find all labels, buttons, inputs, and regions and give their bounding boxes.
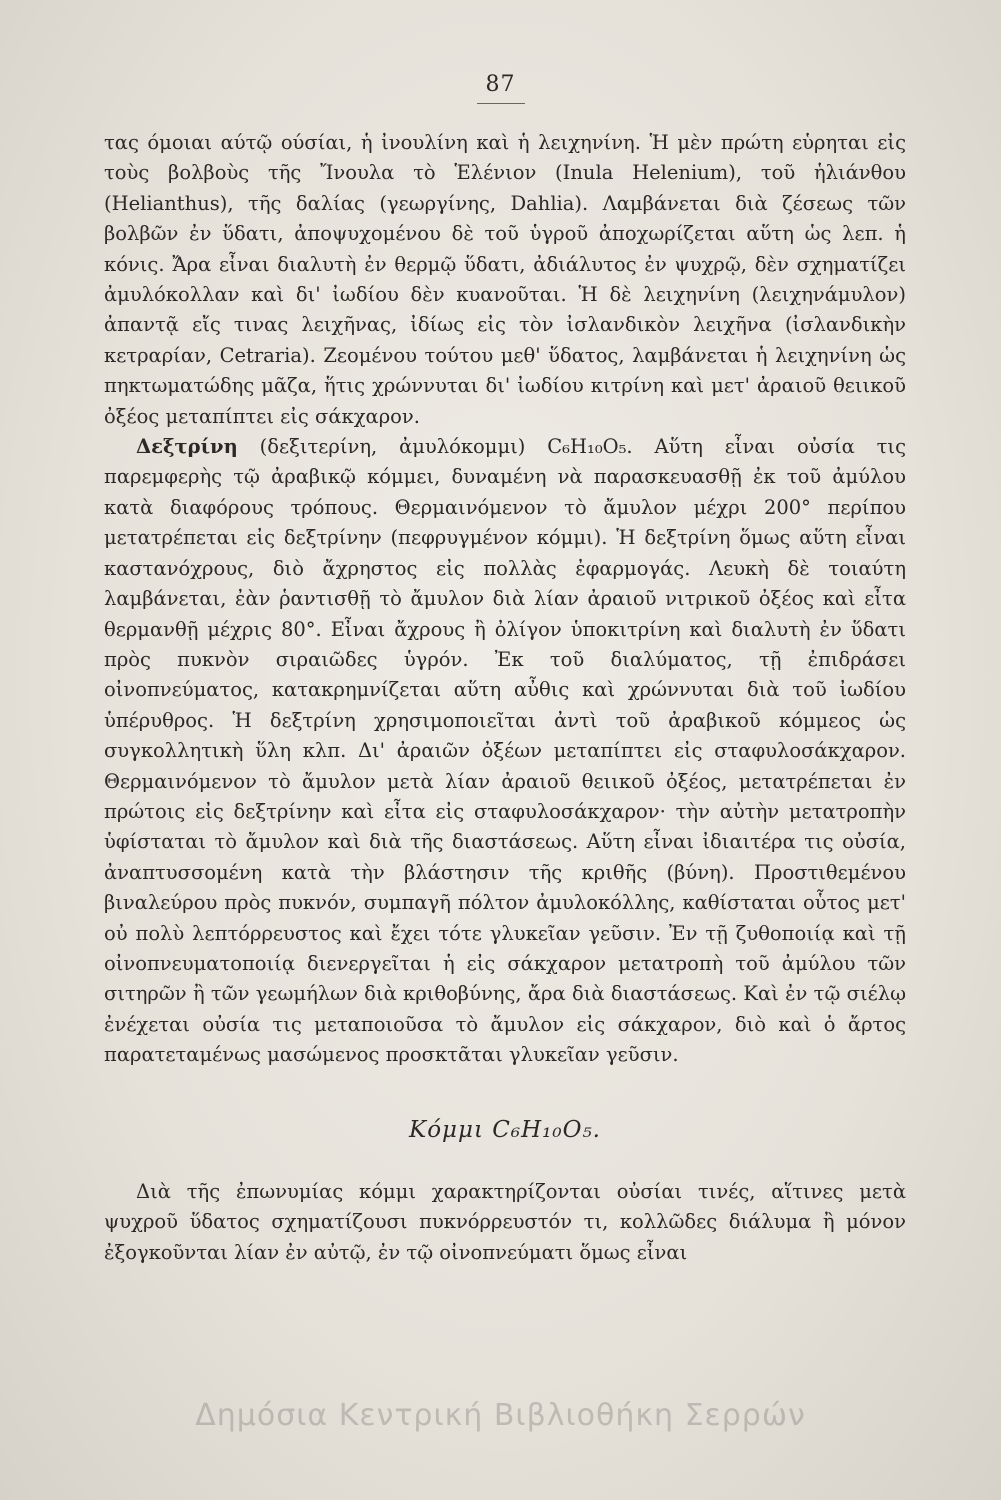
- term-dextrin: Δεξτρίνη: [136, 435, 238, 459]
- page-number: 87: [0, 72, 1001, 104]
- body-text: [104, 128, 906, 1268]
- paragraph-dextrin-text: (δεξιτερίνη, ἀμυλόκομμι) C₆H₁₀O₅. Αὕτη εἶναι οὐσία τις παρεμφερὴς τῷ ἀραβικῷ κόμμει, δυναμένη νὰ παρασκευασθῇ ἐκ τοῦ ἀμύλου κατὰ διαφόρους τρόπους. Θερμαινόμενον τὸ ἄμυλον μέχρι 200° περίπου μετατρέπεται εἰς δεξτρίνην (πεφρυγμένον κόμμι). Ἡ δεξτρίνη ὅμως αὕτη εἶναι καστανόχρους, διὸ ἄχρηστος εἰς πολλὰς ἐφαρμογάς. Λευκὴ δὲ τοιαύτη λαμβάνεται, ἐὰν ῥαντισθῇ τὸ ἄμυλον διὰ λίαν ἀραιοῦ νιτρικοῦ ὀξέος καὶ εἶτα θερμανθῇ μέχρις 80°. Εἶναι ἄχρους ἢ ὀλίγον ὑποκιτρίνη καὶ διαλυτὴ ἐν ὕδατι πρὸς πυκνὸν σιραιῶδες ὑγρόν. Ἐκ τοῦ διαλύματος, τῇ ἐπιδράσει οἰνοπνεύματος, κατακρημνίζεται αὕτη αὖθις καὶ χρώννυται διὰ τοῦ ἰωδίου ὑπέρυθρος. Ἡ δεξτρίνη χρησιμοποιεῖται ἀντὶ τοῦ ἀραβικοῦ κόμμεος ὡς συγκολλητικὴ ὕλη κλπ. Δι' ἀραιῶν ὀξέων μεταπίπτει εἰς σταφυλοσάκχαρον. Θερμαινόμενον τὸ ἄμυλον μετὰ λίαν ἀραιοῦ θειικοῦ ὀξέος, μετατρέπεται ἐν πρώτοις εἰς δεξτρίνην καὶ εἶτα εἰς σταφυλοσάκχαρον· τὴν αὐτὴν μετατροπὴν ὑφίσταται τὸ ἄμυλον καὶ διὰ τῆς διαστάσεως. Αὕτη εἶναι ἰδιαιτέρα τις οὐσία, ἀναπτυσσομένη κατὰ τὴν βλάστησιν τῆς κριθῆς (βύνη). Προστιθεμένου βιναλεύρου πρὸς πυκνόν, συμπαγῆ πόλτον ἀμυλοκόλλης, καθίσταται οὗτος μετ' οὐ πολὺ λεπτόρρευστος καὶ ἔχει τότε γλυκεῖαν γεῦσιν. Ἐν τῇ ζυθοποιίᾳ καὶ τῇ οἰνοπνευματοποιίᾳ διενεργεῖται ἡ εἰς σάκχαρον μετατροπὴ τοῦ ἀμύλου τῶν σιτηρῶν ἢ τῶν γεωμήλων διὰ κριθοβύνης, ἄρα διὰ διαστάσεως. Καὶ ἐν τῷ σιέλῳ ἐνέχεται οὐσία τις μεταποιοῦσα τὸ ἄμυλον εἰς σάκχαρον, διὸ καὶ ὁ ἄρτος παρατεταμένως μασώμενος προσκτᾶται γλυκεῖαν γεῦσιν.: [104, 435, 906, 1067]
- section-heading: Κόμμι C₆H₁₀O₅.: [409, 1116, 601, 1143]
- paragraph-inulin: τας όμοιαι αύτῷ ούσίαι, ἡ ἰνουλίνη καὶ ἡ λειχηνίνη. Ἡ μὲν πρώτη εὑρηται εἰς τοὺς βολβοὺς τῆς Ἴνουλα τὸ Ἑλένιον (Inula Helenium), τοῦ ἡλιάνθου (Helianthus), τῆς δαλίας (γεωργίνης, Dahlia). Λαμβάνεται διὰ ζέσεως τῶν βολβῶν ἐν ὕδατι, ἀποψυχομένου δὲ τοῦ ὑγροῦ ἀποχωρίζεται αὕτη ὡς λεπ. ἡ κόνις. Ἄρα εἶναι διαλυτὴ ἐν θερμῷ ὕδατι, ἀδιάλυτος ἐν ψυχρῷ, δὲν σχηματίζει ἀμυλόκολλαν καὶ δι' ἰωδίου δὲν κυανοῦται. Ἡ δὲ λειχηνίνη (λειχηνάμυλον) ἀπαντᾷ εἴς τινας λειχῆνας, ἰδίως εἰς τὸν ἰσλανδικὸν λειχῆνα (ἰσλανδικὴν κετραρίαν, Cetraria). Ζεομένου τούτου μεθ' ὕδατος, λαμβάνεται ἡ λειχηνίνη ὡς πηκτωματώδης μᾶζα, ἥτις χρώννυται δι' ἰωδίου κιτρίνη καὶ μετ' ἀραιοῦ θειικοῦ ὀξέος μεταπίπτει εἰς σάκχαρον.: [104, 131, 906, 428]
- paragraph-dextrin: [104, 432, 906, 1071]
- paragraph-gum: Διὰ τῆς ἐπωνυμίας κόμμι χαρακτηρίζονται οὐσίαι τινές, αἵτινες μετὰ ψυχροῦ ὕδατος σχηματίζουσι πυκνόρρευστόν τι, κολλῶδες διάλυμα ἢ μόνον ἐξογκοῦνται λίαν ἐν αὐτῷ, ἐν τῷ οἰνοπνεύματι ὅμως εἶναι: [104, 1180, 906, 1264]
- library-watermark: Δημόσια Κεντρική Βιβλιοθήκη Σερρών: [195, 1398, 806, 1433]
